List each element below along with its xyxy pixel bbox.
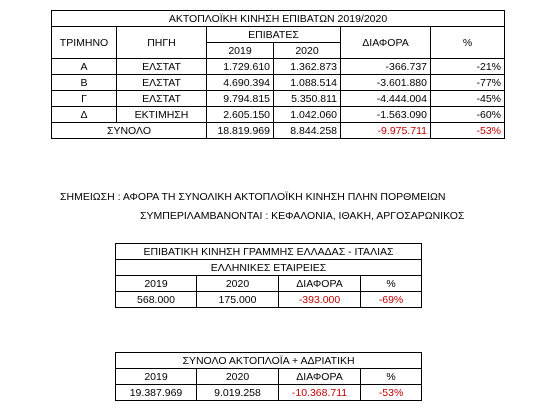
pct-cell: -77% [431,75,505,91]
value-2020-cell: 1.088.514 [274,75,341,91]
value-2019-cell: 4.690.394 [207,75,274,91]
source-cell: ΕΛΣΤΑΤ [117,59,207,75]
passenger-table [51,10,505,139]
total-adriatic-table [115,352,422,401]
value-2020-cell: 1.042.060 [274,107,341,123]
quarter-cell: Α [52,59,117,75]
header-2019: 2019 [207,43,274,59]
value-2019-cell: 9.794.815 [207,91,274,107]
diff-cell: -10.368.711 [279,385,361,401]
value-2019-cell: 19.387.969 [116,385,197,401]
source-cell: ΕΛΣΤΑΤ [117,75,207,91]
total-pct: -53% [431,123,505,139]
table-row [52,107,505,123]
diff-cell: -3.601.880 [341,75,431,91]
note-line-1: ΣΗΜΕΙΩΣΗ : ΑΦΟΡΑ ΤΗ ΣΥΝΟΛΙΚΗ ΑΚΤΟΠΛΟΪΚΗ ΚΙΝΗΣΗ ΠΛΗΝ ΠΟΡΘΜΕΙΩΝ [60,191,446,203]
table-title: ΑΚΤΟΠΛΟΪΚΗ ΚΙΝΗΣΗ ΕΠΙΒΑΤΩΝ 2019/2020 [52,11,505,27]
value-2020-cell: 1.362.873 [274,59,341,75]
header-passengers: ΕΠΙΒΑΤΕΣ [207,27,341,43]
table-title: ΣΥΝΟΛΟ ΑΚΤΟΠΛΟΪΑ + ΑΔΡΙΑΤΙΚΗ [116,353,422,369]
header-quarter: ΤΡΙΜΗΝΟ [52,27,117,59]
pct-cell: -53% [361,385,422,401]
table-row [116,292,422,308]
header-pct: % [361,276,422,292]
quarter-cell: Γ [52,91,117,107]
header-2020: 2020 [274,43,341,59]
pct-cell: -60% [431,107,505,123]
table-row [52,75,505,91]
table-row [116,385,422,401]
header-pct: % [361,369,422,385]
value-2019-cell: 2.605.150 [207,107,274,123]
value-2020-cell: 175.000 [197,292,279,308]
table-subtitle: ΕΛΛΗΝΙΚΕΣ ΕΤΑΙΡΕΙΕΣ [116,260,422,276]
header-diff: ΔΙΑΦΟΡΑ [279,276,361,292]
greece-italy-table [115,243,422,308]
value-2020-cell: 9.019.258 [197,385,279,401]
diff-cell: -393.000 [279,292,361,308]
header-source: ΠΗΓΗ [117,27,207,59]
value-2019-cell: 568.000 [116,292,197,308]
header-pct: % [431,27,505,59]
header-2020: 2020 [197,276,279,292]
pct-cell: -45% [431,91,505,107]
pct-cell: -69% [361,292,422,308]
total-2019: 18.819.969 [207,123,274,139]
value-2019-cell: 1.729.610 [207,59,274,75]
source-cell: ΕΚΤΙΜΗΣΗ [117,107,207,123]
note-line-2: ΣΥΜΠΕΡΙΛΑΜΒΑΝΟΝΤΑΙ : ΚΕΦΑΛΟΝΙΑ, ΙΘΑΚΗ, ΑΡΓΟΣΑΡΩΝΙΚΟΣ [140,210,465,222]
header-diff: ΔΙΑΦΟΡΑ [279,369,361,385]
pct-cell: -21% [431,59,505,75]
table-title: ΕΠΙΒΑΤΙΚΗ ΚΙΝΗΣΗ ΓΡΑΜΜΗΣ ΕΛΛΑΔΑΣ - ΙΤΑΛΙΑΣ [116,244,422,260]
value-2020-cell: 5.350.811 [274,91,341,107]
total-diff: -9.975.711 [341,123,431,139]
table-row [52,59,505,75]
diff-cell: -1.563.090 [341,107,431,123]
diff-cell: -4.444.004 [341,91,431,107]
total-2020: 8.844.258 [274,123,341,139]
total-label: ΣΥΝΟΛΟ [52,123,207,139]
header-2020: 2020 [197,369,279,385]
diff-cell: -366.737 [341,59,431,75]
header-2019: 2019 [116,369,197,385]
total-row [52,123,505,139]
table-row [52,91,505,107]
quarter-cell: Β [52,75,117,91]
source-cell: ΕΛΣΤΑΤ [117,91,207,107]
header-2019: 2019 [116,276,197,292]
header-diff: ΔΙΑΦΟΡΑ [341,27,431,59]
quarter-cell: Δ [52,107,117,123]
